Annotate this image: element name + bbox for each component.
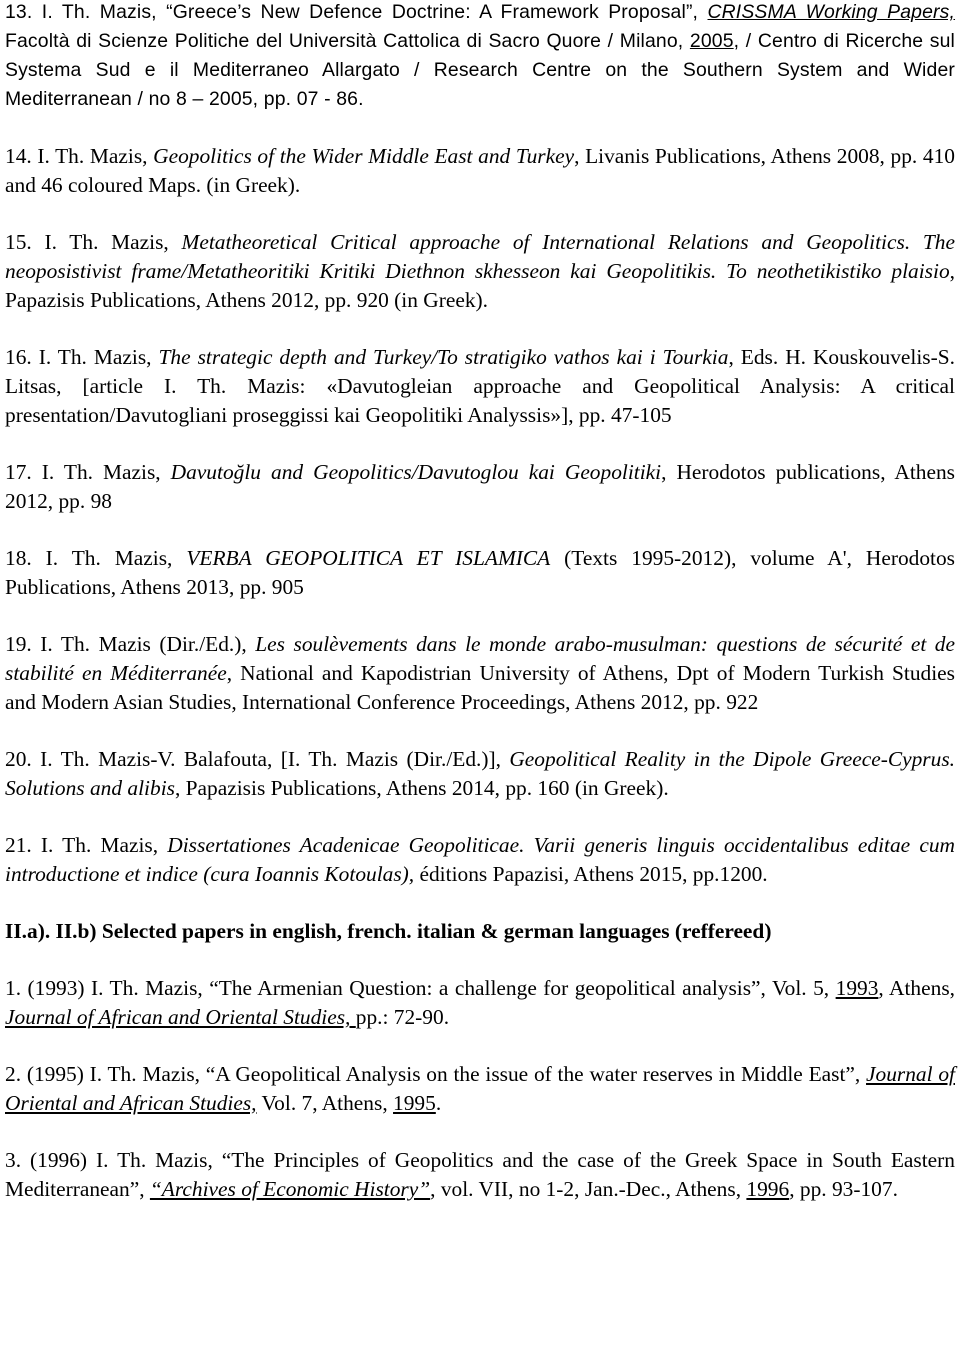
book-title: Davutoğlu and Geopolitics/Davutoglou kai Geopolitiki xyxy=(170,460,662,484)
entry-text: (Texts 1995-2012), volume A', Herodotos Publications, Athens 2013, pp. 905 xyxy=(5,546,955,599)
entry-text: 3. (1996) I. Th. Mazis, “The Principles of Geopolitics and the case of the Greek Space in South Eastern Mediterranean”, xyxy=(5,1148,955,1201)
year-link: 1996 xyxy=(746,1177,790,1201)
entry-text: 15. I. Th. Mazis, xyxy=(5,230,182,254)
entry-text: 18. I. Th. Mazis, xyxy=(5,546,187,570)
book-title: VERBA GEOPOLITICA ET ISLAMICA xyxy=(186,546,551,570)
entry-text: , National and Kapodistrian University of Athens, Dpt of Modern Turkish Studies and Modern Asian Studies, International Conference Proceedings, Athens 2012, pp. 922 xyxy=(5,661,955,714)
entry-text: , vol. VII, no 1-2, Jan.-Dec., Athens, xyxy=(430,1177,747,1201)
paper-entry-3 xyxy=(5,1146,955,1204)
year-link: 1995 xyxy=(393,1091,436,1115)
document-page xyxy=(5,0,955,1204)
bibliography-entry-20 xyxy=(5,745,955,803)
entry-text: , Eds. H. Kouskouvelis-S. Litsas, [article I. Th. Mazis: «Davutogleian approache and Geopolitical Analysis: A critical presentation/Davutogliani proseggissi kai Geopolitiki Analyssis»], pp. 47-105 xyxy=(5,345,955,427)
entry-text: 2. (1995) I. Th. Mazis, “A Geopolitical Analysis on the issue of the water reserves in Middle East”, xyxy=(5,1062,867,1086)
series-title: CRISSMA Working Papers, xyxy=(707,1,956,23)
entry-text: éditions Papazisi, Athens 2015, pp.1200. xyxy=(414,862,768,886)
book-title: Geopolitical Reality in the Dipole Greece-Cyprus. Solutions and alibis xyxy=(5,747,955,800)
entry-text: , Papazisis Publications, Athens 2012, pp. 920 (in Greek). xyxy=(5,259,955,312)
bibliography-entry-17 xyxy=(5,458,955,516)
bibliography-entry-16 xyxy=(5,343,955,430)
entry-text: 20. I. Th. Mazis-V. Balafouta, [I. Th. Mazis (Dir./Ed.)], xyxy=(5,747,510,771)
book-title: Dissertationes Acadenicae Geopoliticae. Varii generis linguis occidentalibus editae cum introductione et indice (cura Ioannis Kotoulas), xyxy=(5,833,955,886)
entry-text: , / Centro di Ricerche sul Systema Sud e il Mediterraneo Allargato / Research Centre on the Southern System and Wider Mediterranean / no 8 – 2005, pp. 07 - 86. xyxy=(5,30,955,110)
bibliography-entry-15 xyxy=(5,228,955,315)
bibliography-entry-14 xyxy=(5,142,955,200)
entry-text: 16. I. Th. Mazis, xyxy=(5,345,159,369)
entry-text: , Livanis Publications, Athens 2008, pp. 410 and 46 coloured Maps. (in Greek). xyxy=(5,144,955,197)
entry-text: , Herodotos publications, Athens 2012, pp. 98 xyxy=(5,460,955,513)
bibliography-entry-13 xyxy=(5,0,955,114)
journal-title: Journal of African and Oriental Studies, xyxy=(5,1005,356,1029)
entry-text: 13. I. Th. Mazis, “Greece’s New Defence Doctrine: A Framework Proposal”, xyxy=(5,1,708,23)
entry-text: Vol. 7, Athens, xyxy=(256,1091,394,1115)
paper-entry-2 xyxy=(5,1060,955,1118)
bibliography-entry-21 xyxy=(5,831,955,889)
year-link: 1993 xyxy=(835,976,879,1000)
journal-title: Journal of Oriental and African Studies, xyxy=(5,1062,955,1115)
entry-text: 19. I. Th. Mazis (Dir./Ed.), xyxy=(5,632,256,656)
book-title: The strategic depth and Turkey/To stratigiko vathos kai i Tourkia xyxy=(158,345,729,369)
entry-text: pp.: 72-90. xyxy=(355,1005,450,1029)
entry-text: 1. (1993) I. Th. Mazis, “The Armenian Question: a challenge for geopolitical analysis”, Vol. 5, xyxy=(5,976,836,1000)
entry-text: . xyxy=(435,1091,442,1115)
book-title: Geopolitics of the Wider Middle East and Turkey xyxy=(153,144,575,168)
bibliography-entry-18 xyxy=(5,544,955,602)
book-title: Metatheoretical Critical approache of International Relations and Geopolitics. The neoposistivist frame/Metatheoritiki Kritiki Diethnon skhesseon kai Geopolitikis. To neothetikistiko plaisio xyxy=(5,230,955,283)
journal-title: “Archives of Economic History” xyxy=(149,1177,431,1201)
year-link: 2005 xyxy=(689,30,734,52)
entry-text: , Papazisis Publications, Athens 2014, pp. 160 (in Greek). xyxy=(174,776,669,800)
entry-text: , pp. 93-107. xyxy=(789,1177,898,1201)
book-title: Les soulèvements dans le monde arabo-musulman: questions de sécurité et de stabilité en Méditerranée xyxy=(5,632,955,685)
entry-text: 17. I. Th. Mazis, xyxy=(5,460,171,484)
section-heading: II.a). II.b) Selected papers in english, french. italian & german languages (reffereed) xyxy=(5,919,772,943)
paper-entry-1 xyxy=(5,974,955,1032)
entry-text: Facoltà di Scienze Politiche del Università Cattolica di Sacro Quore / Milano, xyxy=(5,30,690,52)
entry-text: , Athens, xyxy=(878,976,955,1000)
entry-text: 21. I. Th. Mazis, xyxy=(5,833,168,857)
entry-text: 14. I. Th. Mazis, xyxy=(5,144,154,168)
bibliography-entry-19 xyxy=(5,630,955,717)
